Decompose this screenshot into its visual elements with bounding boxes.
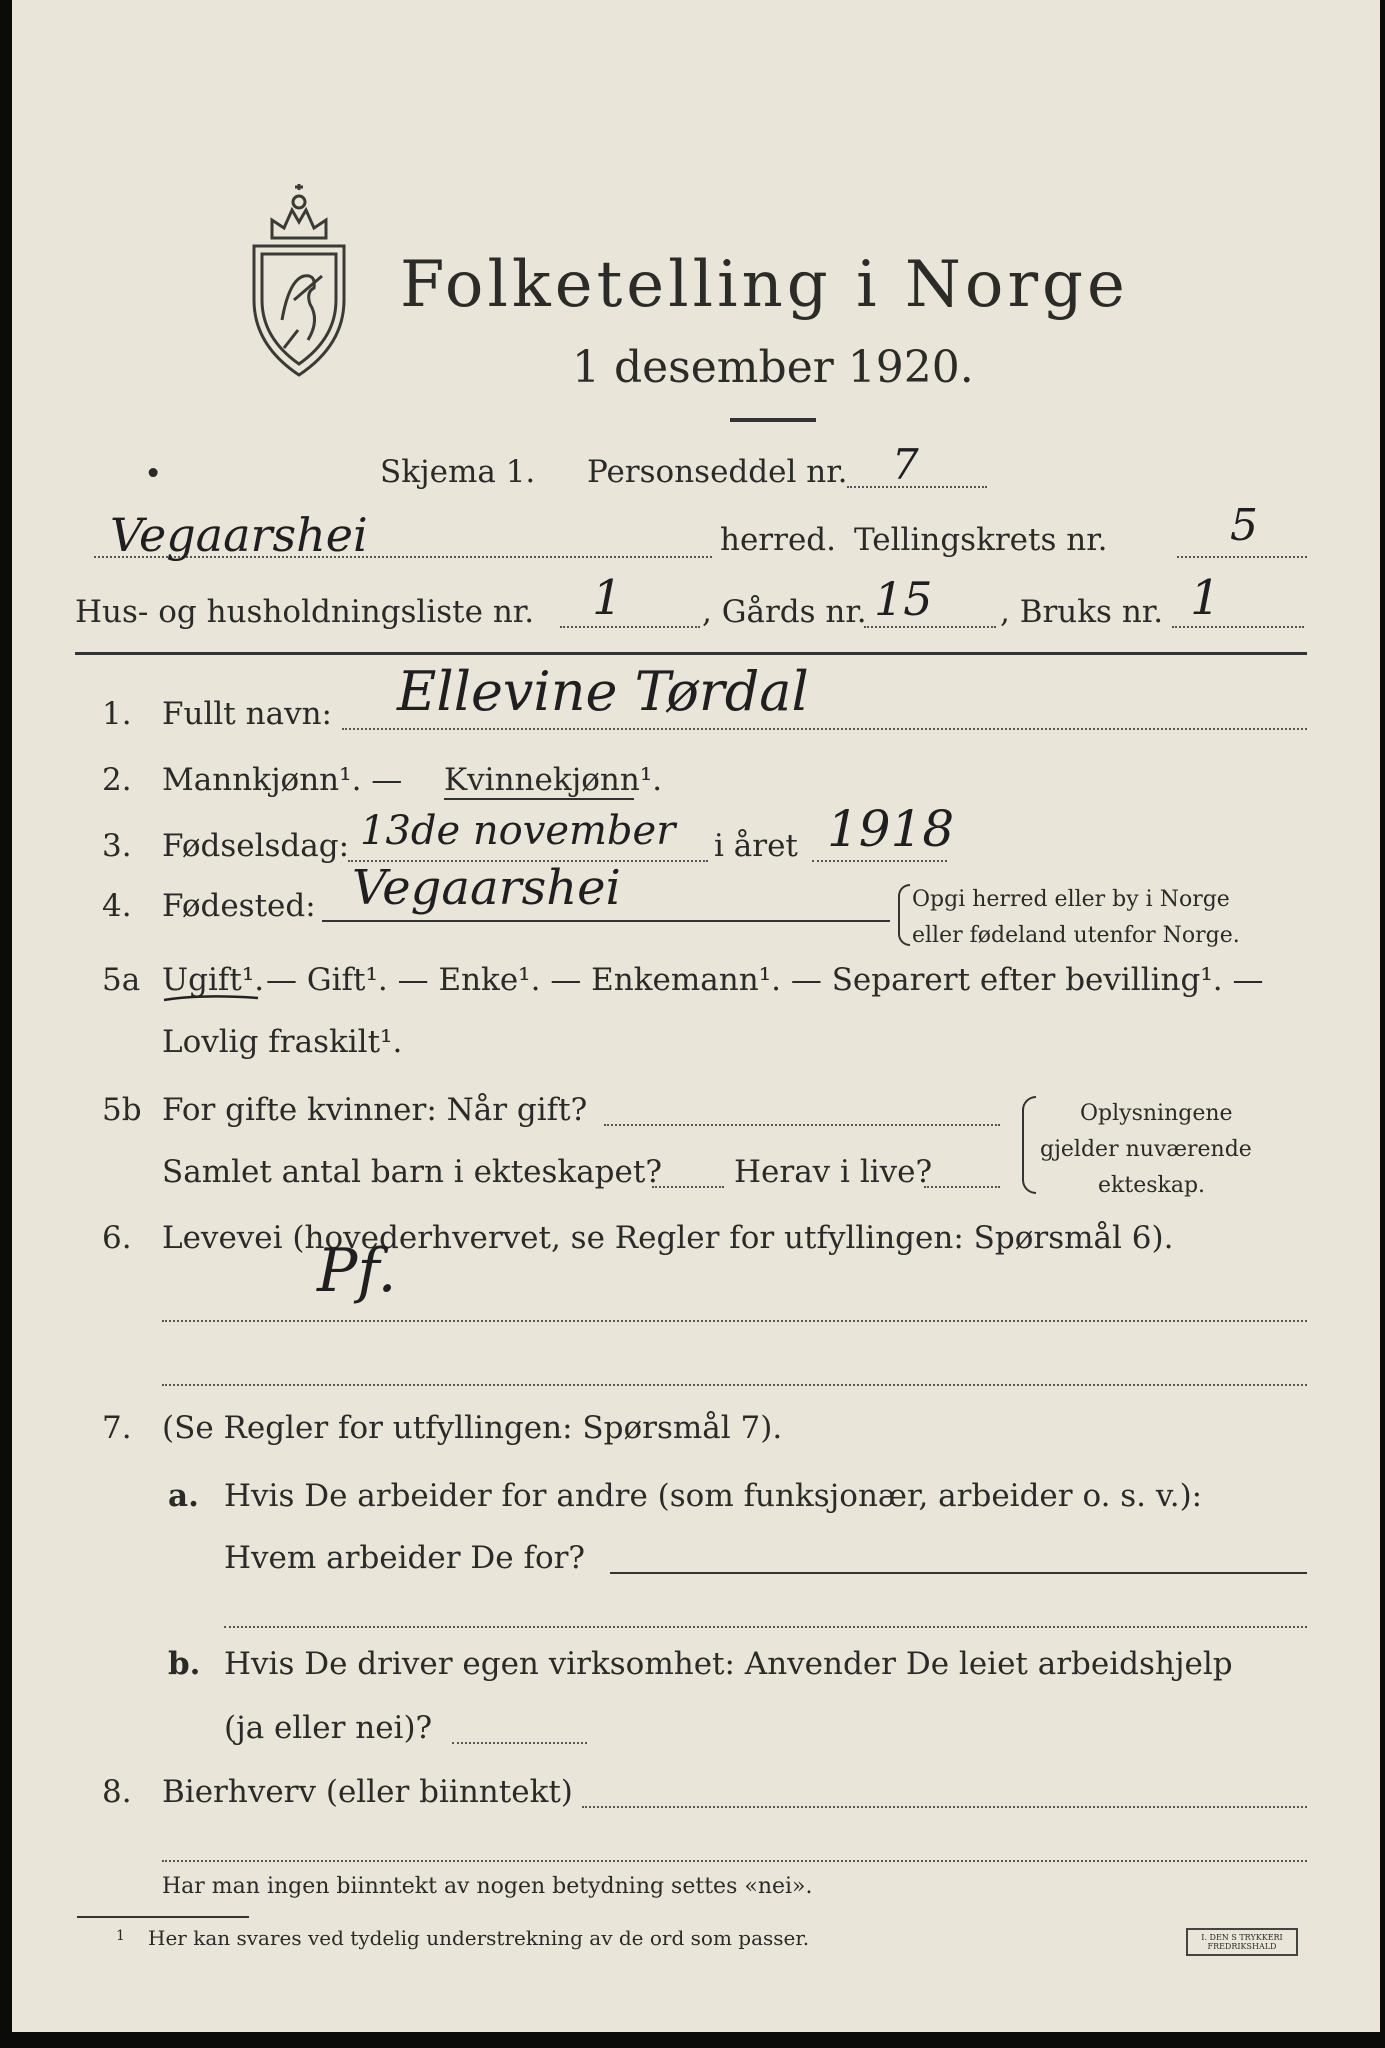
- gards-label: , Gårds nr.: [702, 594, 867, 630]
- q8-number: 8.: [102, 1774, 132, 1810]
- q6-number: 6.: [102, 1220, 132, 1256]
- q7a-employer-label: Hvem arbeider De for?: [224, 1540, 586, 1576]
- q7b-letter: b.: [168, 1646, 201, 1682]
- option-ugift[interactable]: Ugift¹.: [162, 962, 265, 998]
- printer-stamp: [1186, 1928, 1298, 1956]
- no-income-note: Har man ingen biinntekt av nogen betydning settes «nei».: [162, 1874, 813, 1899]
- gards-field[interactable]: [864, 626, 996, 628]
- q6-label: Levevei (hovederhvervet, se Regler for utfyllingen: Spørsmål 6).: [162, 1220, 1174, 1256]
- q4-number: 4.: [102, 888, 132, 924]
- side-income-field-2[interactable]: [162, 1860, 1307, 1862]
- tellingskrets-field[interactable]: [1177, 556, 1307, 558]
- personseddel-label: Personseddel nr.: [587, 454, 848, 490]
- bruks-field[interactable]: [1172, 626, 1304, 628]
- marriage-note-3: ekteskap.: [1098, 1173, 1206, 1198]
- marriage-note-2: gjelder nuværende: [1040, 1137, 1252, 1162]
- footnote-mark: 1: [116, 1928, 125, 1944]
- bruks-value: 1: [1190, 570, 1221, 626]
- occupation-value: Pf.: [317, 1236, 397, 1306]
- census-form: [12, 0, 1380, 2032]
- birthplace-note-1: Opgi herred eller by i Norge: [912, 887, 1230, 912]
- birth-year-value: 1918: [827, 800, 955, 858]
- footnote-divider: [77, 1916, 249, 1918]
- q5b-when-married-label: For gifte kvinner: Når gift?: [162, 1092, 588, 1128]
- hired-help-field[interactable]: [452, 1742, 587, 1744]
- herred-value: Vegaarshei: [110, 508, 368, 562]
- q5b-alive-label: Herav i live?: [734, 1154, 933, 1190]
- option-mannkjonn[interactable]: Mannkjønn¹. —: [162, 762, 403, 798]
- kvinnekjonn-underline: [444, 798, 634, 800]
- side-income-field[interactable]: [582, 1806, 1307, 1808]
- occupation-field-2[interactable]: [162, 1384, 1307, 1386]
- husliste-field[interactable]: [560, 626, 700, 628]
- q7-number: 7.: [102, 1410, 132, 1446]
- option-kvinnekjonn[interactable]: Kvinnekjønn¹.: [444, 762, 663, 798]
- birthplace-note-brace: [898, 884, 910, 946]
- gards-value: 15: [874, 572, 933, 626]
- personseddel-value: 7: [892, 440, 919, 489]
- employer-field[interactable]: [610, 1572, 1307, 1574]
- census-date: 1 desember 1920.: [572, 342, 974, 393]
- civil-status-options[interactable]: — Gift¹. — Enke¹. — Enkemann¹. — Separert efter bevilling¹. —: [266, 962, 1264, 998]
- title-divider: [730, 418, 816, 422]
- employer-field-2[interactable]: [224, 1626, 1307, 1628]
- tellingskrets-value: 5: [1230, 500, 1258, 551]
- q7b-yes-no-label: (ja eller nei)?: [224, 1710, 433, 1746]
- when-married-field[interactable]: [604, 1124, 1000, 1126]
- tellingskrets-label: Tellingskrets nr.: [854, 522, 1108, 558]
- q1-number: 1.: [102, 696, 132, 732]
- herred-label: herred.: [720, 522, 836, 558]
- q3-number: 3.: [102, 828, 132, 864]
- children-total-field[interactable]: [652, 1186, 724, 1188]
- footnote-text: Her kan svares ved tydelig understrekning av de ord som passer.: [148, 1926, 810, 1950]
- full-name-field[interactable]: [342, 728, 1307, 730]
- birthplace-note-2: eller fødeland utenfor Norge.: [912, 923, 1240, 948]
- husliste-value: 1: [592, 570, 623, 626]
- occupation-field-1[interactable]: [162, 1320, 1307, 1322]
- q5a-number: 5a: [102, 962, 141, 998]
- q7-label: (Se Regler for utfyllingen: Spørsmål 7).: [162, 1410, 783, 1446]
- bruks-label: , Bruks nr.: [1000, 594, 1164, 630]
- ugift-underline-mark: [162, 990, 262, 1010]
- coat-of-arms-icon: [234, 180, 364, 380]
- marriage-note-1: Oplysningene: [1080, 1101, 1233, 1126]
- birthday-value: 13de november: [360, 808, 676, 854]
- q3-label: Fødselsdag:: [162, 828, 350, 864]
- children-alive-field[interactable]: [924, 1186, 1000, 1188]
- marriage-note-brace: [1022, 1096, 1036, 1194]
- year-label: i året: [714, 828, 798, 864]
- q2-number: 2.: [102, 762, 132, 798]
- q5b-number: 5b: [102, 1092, 142, 1128]
- q8-label: Bierhverv (eller biinntekt): [162, 1774, 573, 1810]
- husliste-label: Hus- og husholdningsliste nr.: [75, 594, 535, 630]
- q4-label: Fødested:: [162, 888, 316, 924]
- birthplace-value: Vegaarshei: [352, 860, 621, 916]
- schema-label: Skjema 1.: [380, 454, 536, 490]
- header-divider: [75, 652, 1307, 655]
- q1-label: Fullt navn:: [162, 696, 332, 732]
- q7b-text: Hvis De driver egen virksomhet: Anvender De leiet arbeidshjelp: [224, 1646, 1233, 1682]
- q7a-text: Hvis De arbeider for andre (som funksjonær, arbeider o. s. v.):: [224, 1478, 1203, 1514]
- birthplace-field[interactable]: [322, 920, 890, 922]
- printer-stamp-line1: I. DEN S TRYKKERI: [1201, 1933, 1283, 1942]
- form-title: Folketelling i Norge: [400, 248, 1129, 322]
- full-name-value: Ellevine Tørdal: [397, 660, 809, 723]
- birth-year-field[interactable]: [812, 860, 947, 862]
- printer-stamp-line2: FREDRIKSHALD: [1207, 1942, 1277, 1951]
- q5b-children-label: Samlet antal barn i ekteskapet?: [162, 1154, 662, 1190]
- q7a-letter: a.: [168, 1478, 199, 1514]
- bullet-mark: •: [144, 456, 163, 492]
- option-lovlig-fraskilt[interactable]: Lovlig fraskilt¹.: [162, 1024, 403, 1060]
